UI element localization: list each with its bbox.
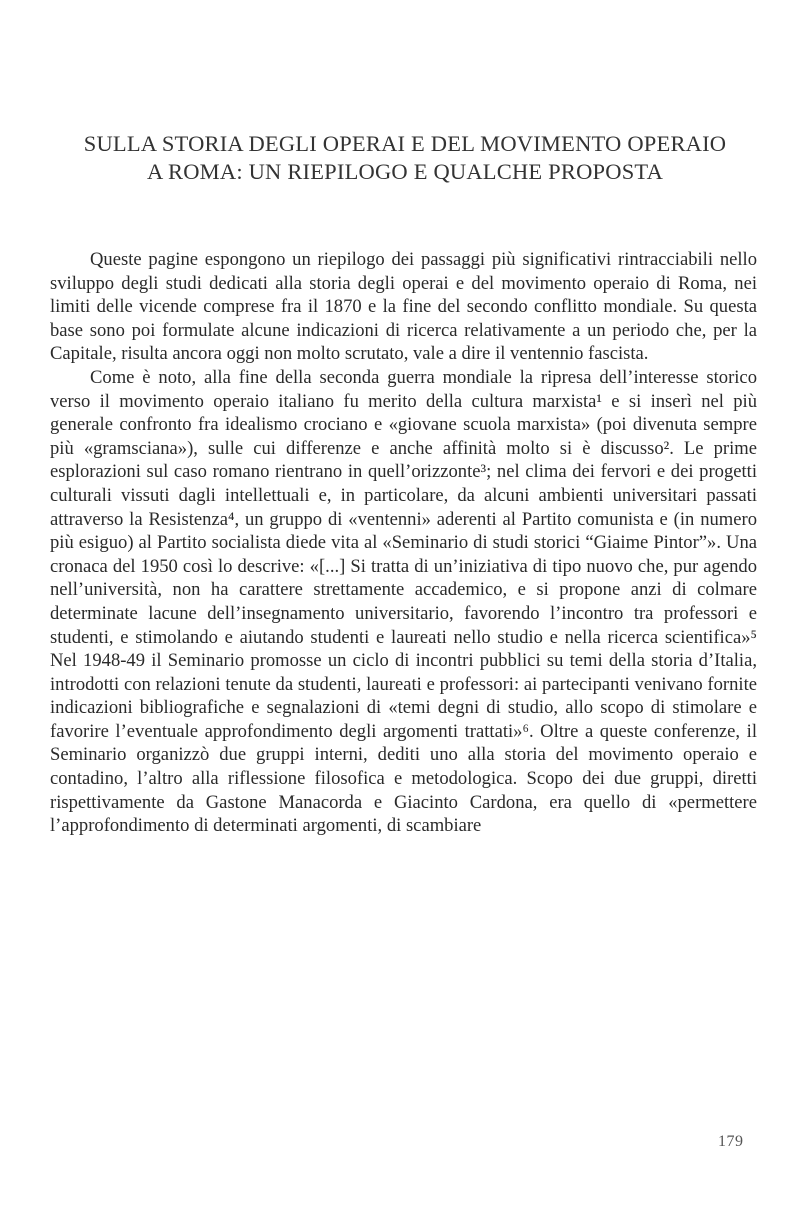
chapter-title-line-2: A ROMA: UN RIEPILOGO E QUALCHE PROPOSTA (146, 159, 664, 184)
page-number: 179 (718, 1133, 744, 1150)
paragraph-1: Queste pagine espongono un riepilogo dei passaggi più significativi rintracciabili nello sviluppo degli studi dedicati alla storia degli operai e del movimento operaio di Roma, nei limiti delle vicende comprese fra il 1870 e la fine del secondo conflitto mondiale. Su questa base sono poi formulate alcune indicazioni di ricerca relativamente a un periodo che, per la Capitale, risulta ancora oggi non molto scrutato, vale a dire il ventennio fascista. (50, 249, 757, 365)
paragraph-2: Come è noto, alla fine della seconda guerra mondiale la ripresa dell’interesse storico verso il movimento operaio italiano fu merito della cultura marxista¹ e si inserì nel più generale confronto fra idealismo crociano e «giovane scuola marxista» (poi divenuta sempre più «gramsciana»), sulle cui differenze e anche affinità molto si è discusso². Le prime esplorazioni sul caso romano rientrano in quell’orizzonte³; nel clima dei fervori e dei progetti culturali vissuti dagli intellettuali e, in particolare, da alcuni ambienti universitari passati attraverso la Resistenza⁴, un gruppo di «ventenni» aderenti al Partito comunista e (in numero più esiguo) al Partito socialista diede vita al «Seminario di studi storici “Giaime Pintor”». Una cronaca del 1950 così lo descrive: «[...] Si tratta di un’iniziativa di tipo nuovo che, pur agendo nell’università, non ha carattere strettamente accademico, e si propone anzi di colmare determinate lacune dell’insegnamento universitario, favorendo l’incontro tra professori e studenti, e stimolando e aiutando studenti e laureati nello studio e nella ricerca scientifica»⁵ Nel 1948-49 il Seminario promosse un ciclo di incontri pubblici su temi della storia d’Italia, introdotti con relazioni tenute da studenti, laureati e professori: ai partecipanti venivano fornite indicazioni bibliografiche e segnalazioni di «temi degni di studio, allo scopo di stimolare e favorire l’eventuale approfondimento degli argomenti trattati»⁶. Oltre a queste conferenze, il Seminario organizzò due gruppi interni, dediti uno alla storia del movimento operaio e contadino, l’altro alla riflessione filosofica e metodologica. Scopo dei due gruppi, diretti rispettivamente da Gastone Manacorda e Giacinto Cardona, era quello di «permettere l’approfondimento di determinati argomenti, di scambiare (50, 366, 757, 837)
body-text (50, 248, 757, 838)
chapter-title (50, 130, 760, 186)
chapter-title-line-1: SULLA STORIA DEGLI OPERAI E DEL MOVIMENTO OPERAIO (83, 131, 727, 156)
